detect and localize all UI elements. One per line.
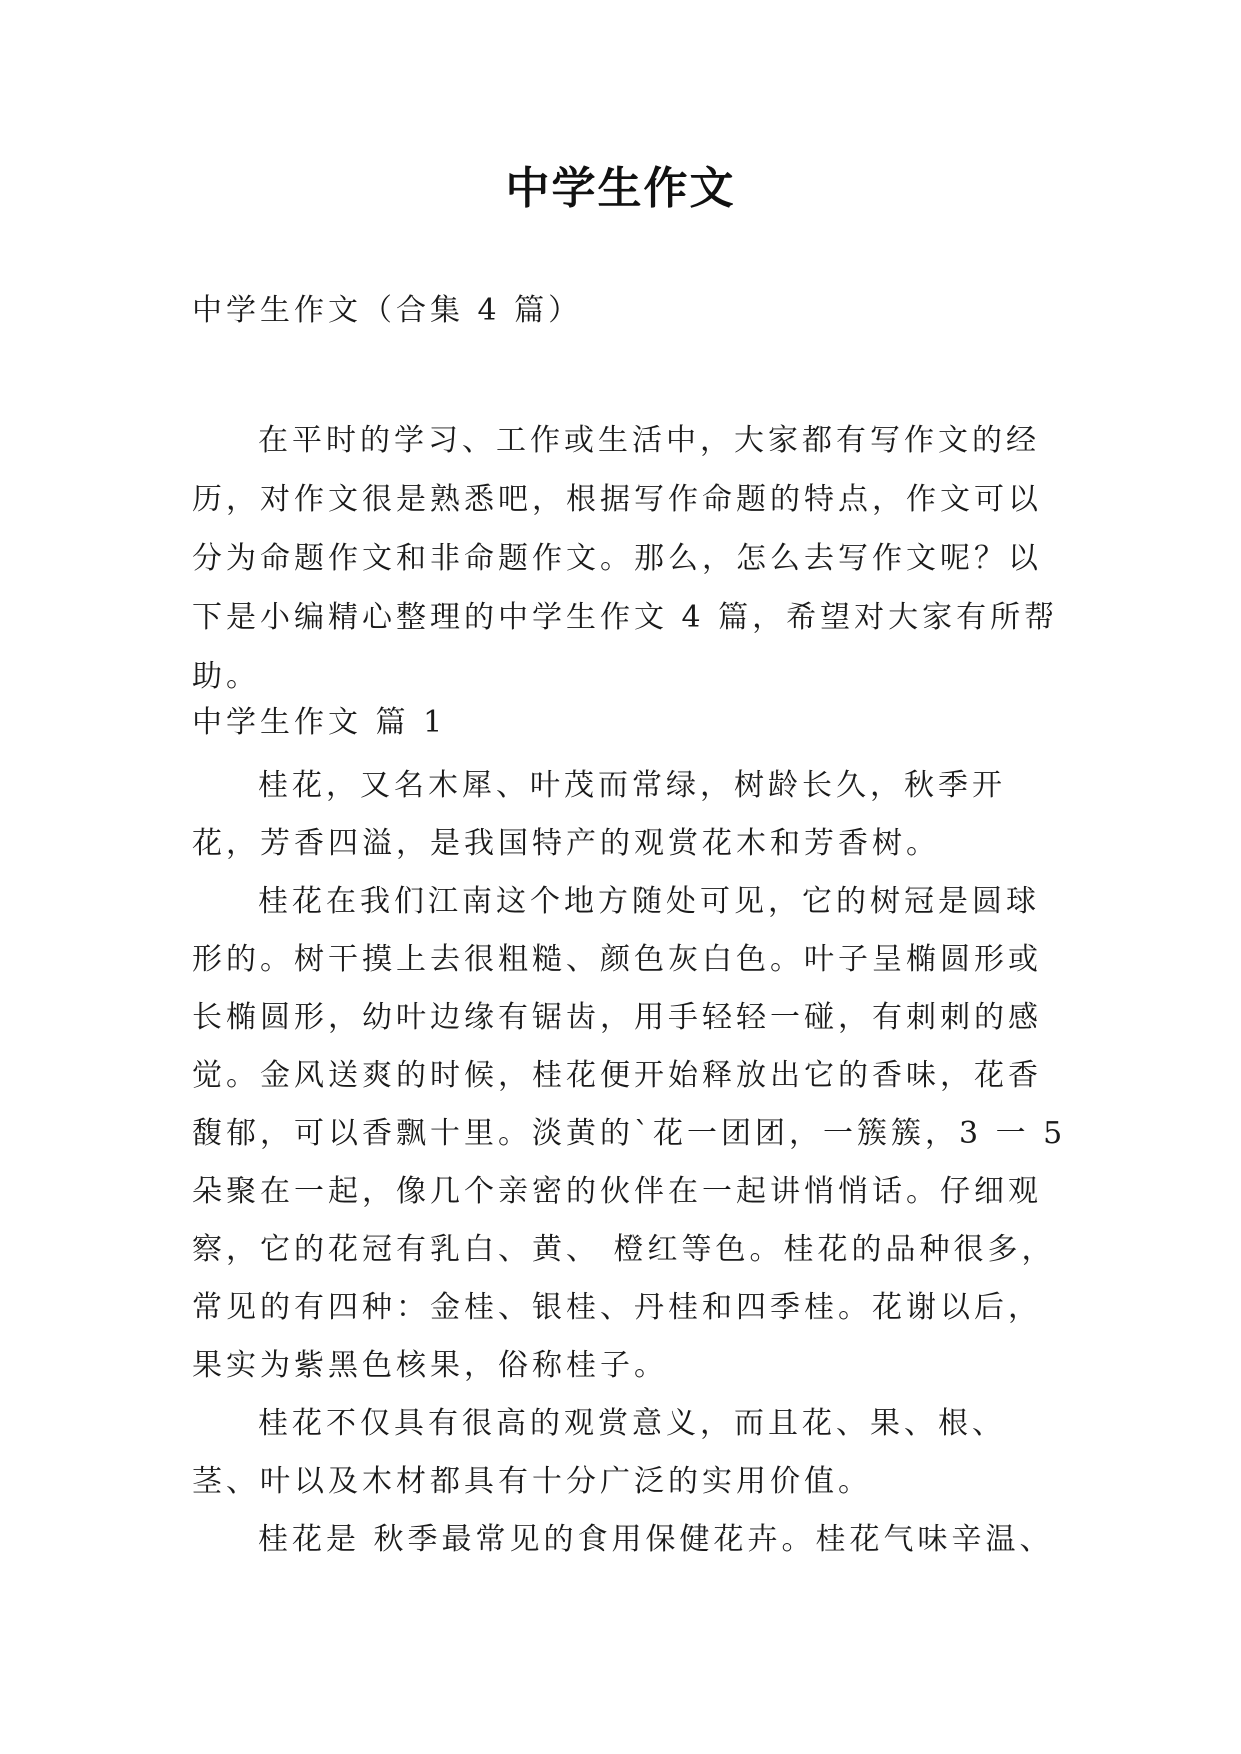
body-paragraph: 桂花，又名木犀、叶茂而常绿，树龄长久，秋季开花，芳香四溢，是我国特产的观赏花木和芳香树。	[192, 768, 1006, 861]
section-body	[192, 757, 1072, 1569]
section-heading: 中学生作文 篇 1	[192, 705, 447, 740]
body-paragraph: 桂花是 秋季最常见的食用保健花卉。桂花气味辛温、	[258, 1522, 1054, 1557]
intro-paragraph: 在平时的学习、工作或生活中，大家都有写作文的经历，对作文很是熟悉吧，根据写作命题的特点，作文可以分为命题作文和非命题作文。那么，怎么去写作文呢？以下是小编精心整理的中学生作文 4 篇，希望对大家有所帮助。	[192, 423, 1059, 694]
body-paragraph: 桂花不仅具有很高的观赏意义，而且花、果、根、茎、叶以及木材都具有十分广泛的实用价值。	[192, 1406, 1006, 1499]
document-subtitle: 中学生作文（合集 4 篇）	[192, 293, 583, 328]
body-paragraph: 桂花在我们江南这个地方随处可见，它的树冠是圆球形的。树干摸上去很粗糙、颜色灰白色。叶子呈椭圆形或长椭圆形，幼叶边缘有锯齿，用手轻轻一碰，有刺刺的感觉。金风送爽的时候，桂花便开始释放出它的香味，花香馥郁，可以香飘十里。淡黄的`花一团团，一簇簇，3 一 5 朵聚在一起，像几个亲密的伙伴在一起讲悄悄话。仔细观察，它的花冠有乳白、黄、 橙红等色。桂花的品种很多，常见的有四种：金桂、银桂、丹桂和四季桂。花谢以后，果实为紫黑色核果，俗称桂子。	[192, 884, 1067, 1383]
document-title: 中学生作文	[505, 163, 736, 214]
